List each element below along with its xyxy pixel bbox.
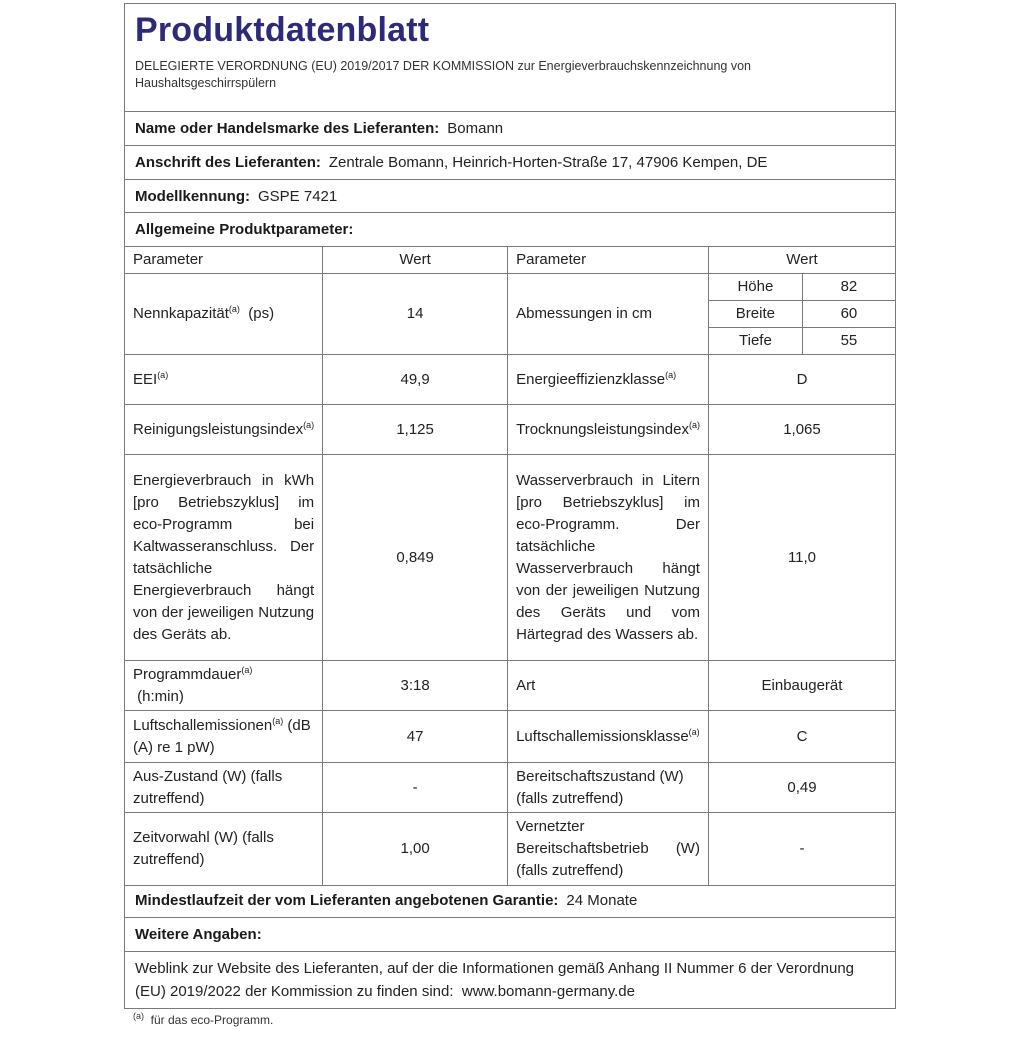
model-label: Modellkennung: bbox=[135, 187, 250, 205]
warranty-value: 24 Monate bbox=[566, 891, 638, 909]
drying-index-value: 1,065 bbox=[708, 405, 895, 455]
delay-start-value: 1,00 bbox=[323, 813, 508, 886]
rated-capacity-label: Nennkapazität$^{(a)}$ (ps) bbox=[125, 274, 323, 355]
delay-start-label: Zeitvorwahl (W) (falls zutreffend) bbox=[125, 813, 323, 886]
header bbox=[125, 4, 895, 112]
warranty-row bbox=[125, 883, 895, 918]
cleaning-index-label: Reinigungsleistungsindex$^{(a)}$ bbox=[125, 405, 323, 455]
energy-consumption-label: Energieverbrauch in kWh [pro Betriebszyklus] im eco-Programm bei Kaltwasseranschluss. Der tatsächliche Energieverbrauch hängt von der jeweiligen Nutzung des Geräts ab. bbox=[125, 455, 323, 661]
energy-consumption-value: 0,849 bbox=[323, 455, 508, 661]
table-row bbox=[125, 274, 895, 301]
depth-value: 55 bbox=[802, 328, 895, 355]
model-value: GSPE 7421 bbox=[258, 187, 338, 205]
header-parameter-2: Parameter bbox=[508, 247, 709, 274]
header-value-1: Wert bbox=[323, 247, 508, 274]
supplier-value: Bomann bbox=[447, 120, 504, 137]
table-row bbox=[125, 763, 895, 813]
program-duration-label: Programmdauer$^{(a)}$ (h:min) bbox=[125, 661, 323, 711]
dimensions-label: Abmessungen in cm bbox=[508, 274, 709, 355]
supplier-label: Name oder Handelsmarke des Lieferanten: bbox=[135, 120, 440, 137]
general-params-row bbox=[125, 213, 895, 247]
noise-class-value: C bbox=[708, 711, 895, 763]
table-row bbox=[125, 813, 895, 886]
cleaning-index-value: 1,125 bbox=[323, 405, 508, 455]
weblink-url[interactable]: www.bomann-germany.de bbox=[461, 983, 635, 1000]
height-label: Höhe bbox=[708, 274, 802, 301]
energy-class-value: D bbox=[708, 355, 895, 405]
noise-class-label: Luftschallemissionsklasse$^{(a)}$ bbox=[508, 711, 709, 763]
model-row bbox=[125, 180, 895, 213]
warranty-label: Mindestlaufzeit der vom Lieferanten angebotenen Garantie: bbox=[135, 891, 559, 909]
drying-index-label: Trocknungsleistungsindex$^{(a)}$ bbox=[508, 405, 709, 455]
water-consumption-value: 11,0 bbox=[708, 455, 895, 661]
table-row bbox=[125, 661, 895, 711]
energy-class-label: Energieeffizienzklasse$^{(a)}$ bbox=[508, 355, 709, 405]
table-row bbox=[125, 455, 895, 661]
eei-value: 49,9 bbox=[323, 355, 508, 405]
off-mode-label: Aus-Zustand (W) (falls zutreffend) bbox=[125, 763, 323, 813]
program-duration-value: 3:18 bbox=[323, 661, 508, 711]
address-value: Zentrale Bomann, Heinrich-Horten-Straße 17, 47906 Kempen, DE bbox=[328, 154, 768, 171]
regulation-subtitle: DELEGIERTE VERORDNUNG (EU) 2019/2017 DER KOMMISSION zur Energieverbrauchskennzeichnung von Haushaltsgeschirrspülern bbox=[135, 59, 751, 90]
header-value-2: Wert bbox=[708, 247, 895, 274]
width-value: 60 bbox=[802, 301, 895, 328]
footnote-text: für das eco-Programm. bbox=[150, 1013, 274, 1027]
parameter-table bbox=[125, 247, 895, 886]
rated-capacity-value: 14 bbox=[323, 274, 508, 355]
address-label: Anschrift des Lieferanten: bbox=[135, 154, 321, 171]
more-info-row bbox=[125, 918, 895, 952]
height-value: 82 bbox=[802, 274, 895, 301]
standby-value: 0,49 bbox=[708, 763, 895, 813]
table-header-row bbox=[125, 247, 895, 274]
address-row bbox=[125, 146, 895, 180]
noise-label: Luftschallemissionen$^{(a)}$ (dB (A) re 1 pW) bbox=[125, 711, 323, 763]
type-value: Einbaugerät bbox=[708, 661, 895, 711]
supplier-row bbox=[125, 112, 895, 146]
noise-value: 47 bbox=[323, 711, 508, 763]
page-title: Produktdatenblatt bbox=[135, 11, 430, 49]
weblink-row bbox=[125, 952, 895, 1008]
off-mode-value: - bbox=[323, 763, 508, 813]
header-parameter-1: Parameter bbox=[125, 247, 323, 274]
water-consumption-label: Wasserverbrauch in Litern [pro Betriebszyklus] im eco-Programm. Der tatsächliche Wasserverbrauch hängt von der jeweiligen Nutzung des Geräts und vom Härtegrad des Wassers ab. bbox=[508, 455, 709, 661]
footnote bbox=[133, 1013, 273, 1027]
product-data-sheet bbox=[124, 3, 896, 1009]
standby-label: Bereitschaftszustand (W) (falls zutreffend) bbox=[508, 763, 709, 813]
footnote-mark: (a) bbox=[133, 1011, 144, 1021]
weblink-text: Weblink zur Website des Lieferanten, auf der die Informationen gemäß Anhang II Nummer 6 der Verordnung (EU) 2019/2022 der Kommission zu finden sind: bbox=[135, 960, 855, 1000]
type-label: Art bbox=[508, 661, 709, 711]
general-params-label: Allgemeine Produktparameter: bbox=[135, 221, 354, 238]
networked-standby-value: - bbox=[708, 813, 895, 886]
table-row bbox=[125, 711, 895, 763]
table-row bbox=[125, 355, 895, 405]
width-label: Breite bbox=[708, 301, 802, 328]
eei-label: EEI$^{(a)}$ bbox=[125, 355, 323, 405]
more-info-label: Weitere Angaben: bbox=[135, 926, 262, 943]
depth-label: Tiefe bbox=[708, 328, 802, 355]
networked-standby-label: Vernetzter Bereitschaftsbetrieb (W) (falls zutreffend) bbox=[508, 813, 709, 886]
table-row bbox=[125, 405, 895, 455]
